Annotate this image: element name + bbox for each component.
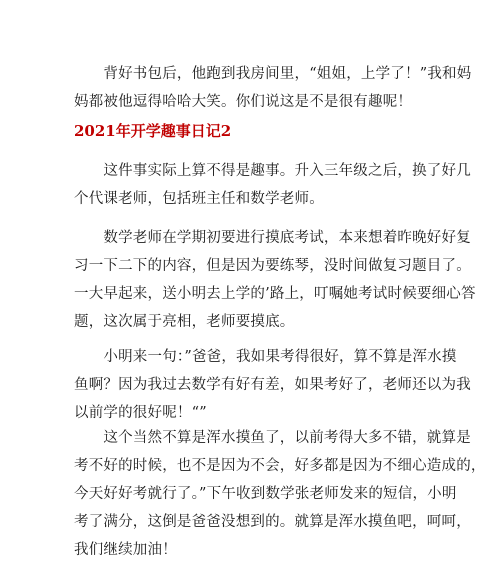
paragraph-2: [74, 224, 476, 336]
text-line: 数学老师在学期初要进行摸底考试，本来想着昨晚好好复: [74, 230, 471, 246]
paragraph-1: [74, 157, 471, 213]
text-line: 妈都被他逗得哈哈大笑。你们说这是不是很有趣呢！: [74, 94, 413, 110]
text-line: 考不好的时候，也不是因为不会，好多都是因为不细心造成的，: [74, 458, 486, 474]
section-heading: 2021年开学趣事日记2: [74, 122, 232, 140]
text-line: 习一下二下的内容，但是因为要练琴，没时间做复习题目了。: [74, 258, 471, 274]
text-line: 以前学的很好呢！“”: [74, 405, 207, 421]
text-line: 背好书包后，他跑到我房间里，“姐姐，上学了！”我和妈: [74, 66, 472, 82]
text-line: 个代课老师，包括班主任和数学老师。: [74, 191, 324, 207]
text-line: 鱼啊？因为我过去数学有好有差，如果考好了，老师还以为我: [74, 377, 471, 393]
text-line: 题，这次属于亮相，老师要摸底。: [74, 314, 295, 330]
text-line: 我们继续加油！: [74, 542, 177, 558]
paragraph-4: [74, 424, 486, 564]
intro-paragraph: [74, 60, 472, 116]
paragraph-3: [74, 343, 471, 427]
text-line: 这个当然不算是浑水摸鱼了，以前考得大多不错，就算是: [74, 430, 471, 446]
text-line: 这件事实际上算不得是趣事。升入三年级之后，换了好几: [74, 163, 471, 179]
text-line: 考了满分，这倒是爸爸没想到的。就算是浑水摸鱼吧，呵呵，: [74, 514, 471, 530]
text-line: 今天好好考就行了。”下午收到数学张老师发来的短信，小明: [74, 486, 457, 502]
text-line: 小明来一句：”爸爸，我如果考得很好，算不算是浑水摸: [74, 349, 457, 365]
text-line: 一大早起来，送小明去上学的’路上，叮嘱她考试时候要细心答: [74, 286, 476, 302]
